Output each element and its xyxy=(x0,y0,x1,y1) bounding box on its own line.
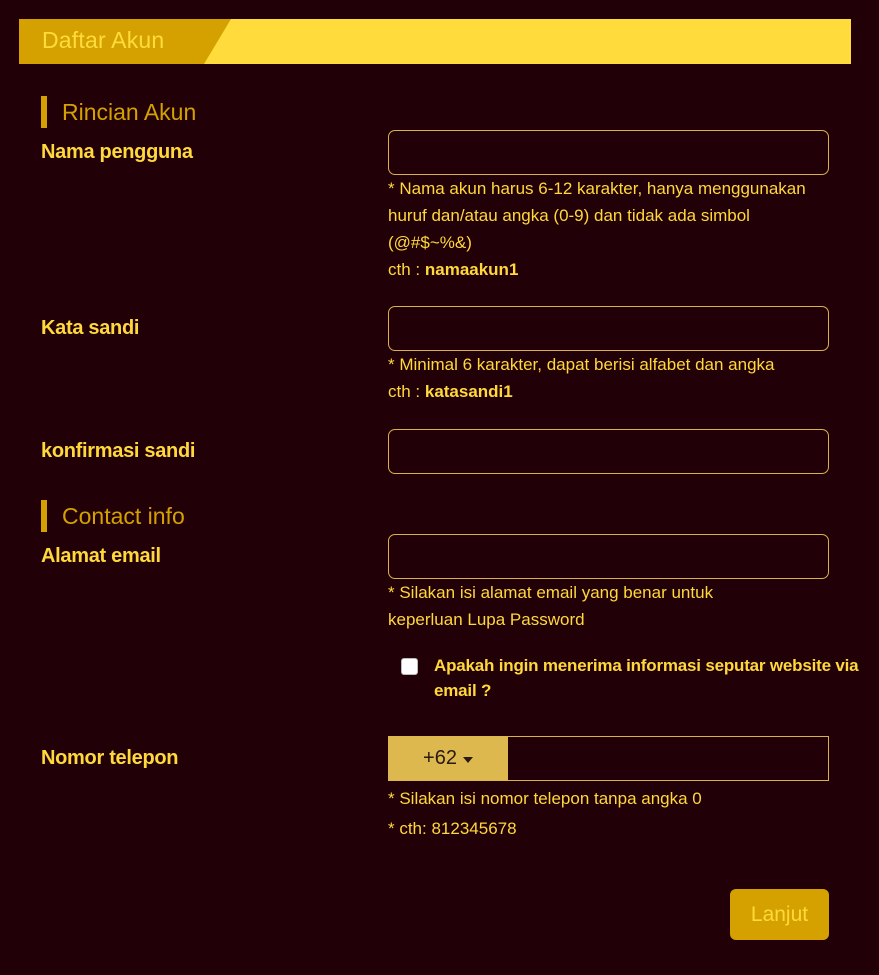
password-example xyxy=(388,378,828,405)
example-prefix: cth : xyxy=(388,382,425,401)
example-prefix: cth : xyxy=(388,260,425,279)
password-input[interactable] xyxy=(388,306,829,351)
email-label: Alamat email xyxy=(41,545,161,567)
username-example xyxy=(388,256,808,283)
email-hint: * Silakan isi alamat email yang benar untuk keperluan Lupa Password xyxy=(388,583,714,629)
newsletter-checkbox[interactable] xyxy=(401,658,418,675)
phone-hint-2: * cth: 812345678 xyxy=(388,819,517,838)
title-bar xyxy=(19,19,851,64)
password-label: Kata sandi xyxy=(41,317,140,339)
section-title: Contact info xyxy=(62,502,185,529)
confirm-password-label: konfirmasi sandi xyxy=(41,440,196,462)
country-code-select[interactable] xyxy=(388,736,508,781)
username-hint-text: * Nama akun harus 6-12 karakter, hanya menggunakan huruf dan/atau angka (0-9) dan tidak ada simbol (@#$~%&) xyxy=(388,179,806,252)
newsletter-row xyxy=(401,653,871,703)
phone-input[interactable] xyxy=(508,737,828,780)
section-bar xyxy=(41,500,47,532)
section-bar xyxy=(41,96,47,128)
page-title: Daftar Akun xyxy=(42,27,165,53)
section-title: Rincian Akun xyxy=(62,98,197,125)
section-account-details xyxy=(41,96,196,128)
newsletter-label[interactable]: Apakah ingin menerima informasi seputar website via email ? xyxy=(434,656,859,700)
phone-label: Nomor telepon xyxy=(41,747,179,769)
username-hint xyxy=(388,175,808,283)
section-contact-info xyxy=(41,500,185,532)
password-hint-text: * Minimal 6 karakter, dapat berisi alfabet dan angka xyxy=(388,355,775,374)
username-input[interactable] xyxy=(388,130,829,175)
example-value: namaakun1 xyxy=(424,260,519,279)
caret-down-icon xyxy=(463,757,473,763)
username-label: Nama pengguna xyxy=(41,141,193,163)
email-input[interactable] xyxy=(388,534,829,579)
continue-button[interactable]: Lanjut xyxy=(730,889,829,940)
confirm-password-input[interactable] xyxy=(388,429,829,474)
phone-input-group xyxy=(388,736,829,781)
country-code-value: +62 xyxy=(423,747,457,769)
phone-hint-1: * Silakan isi nomor telepon tanpa angka 0 xyxy=(388,789,702,808)
example-value: katasandi1 xyxy=(424,382,513,401)
password-hint xyxy=(388,351,828,405)
